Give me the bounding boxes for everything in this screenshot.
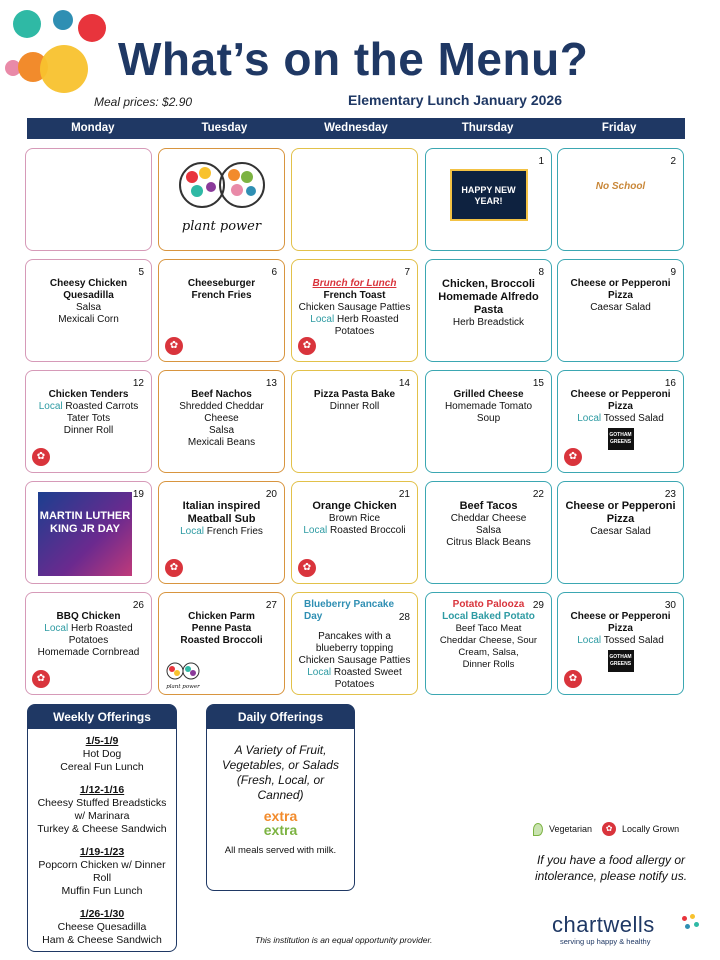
menu-item-text: Roasted Carrots <box>62 401 139 412</box>
extra-extra-logo <box>207 809 354 837</box>
theme-label: Blueberry Pancake Day <box>304 599 395 622</box>
chartwells-logo: chartwells <box>552 912 655 937</box>
menu-item <box>296 667 413 679</box>
day-tuesday: Tuesday <box>201 122 248 134</box>
day-number: 12 <box>132 378 144 389</box>
day-cell-29 <box>425 592 552 695</box>
menu-item: Beef Taco Meat <box>455 623 522 634</box>
menu-item <box>562 413 679 425</box>
menu-item: Beef Nachos <box>191 389 252 400</box>
menu-item: Salsa <box>208 425 234 436</box>
day-wednesday: Wednesday <box>324 122 388 134</box>
chartwells-dots-icon <box>680 914 700 934</box>
locally-grown-icon: ✿ <box>564 448 582 466</box>
day-number: 2 <box>670 156 676 167</box>
legend <box>533 822 679 836</box>
day-number: 7 <box>404 267 410 278</box>
menu-item: Cheese <box>204 413 239 424</box>
day-cell-22 <box>425 481 552 584</box>
menu-item: Homemade Alfredo <box>438 291 539 303</box>
daily-line: (Fresh, Local, or <box>236 773 325 787</box>
day-number: 19 <box>132 489 144 500</box>
menu-item: BBQ Chicken <box>56 611 121 622</box>
chartwells-tagline: serving up happy & healthy <box>560 937 651 946</box>
weekly-group <box>28 735 176 774</box>
decorative-dots <box>0 0 110 100</box>
day-cell-9 <box>557 259 684 362</box>
menu-item: Mexicali Corn <box>58 314 119 325</box>
menu-item: Salsa <box>475 525 501 536</box>
week-range: 1/5-1/9 <box>85 735 119 747</box>
weekly-group <box>28 784 176 836</box>
weekly-item: Muffin Fun Lunch <box>61 885 143 897</box>
day-number: 6 <box>271 267 277 278</box>
plant-power-mini-icon <box>166 662 200 680</box>
menu-item: Quesadilla <box>63 290 114 301</box>
menu-item-text: Herb Roasted <box>68 623 133 634</box>
weekly-offerings-title: Weekly Offerings <box>28 705 176 729</box>
legend-vegetarian: Vegetarian <box>549 824 593 834</box>
locally-grown-icon: ✿ <box>298 337 316 355</box>
day-number: 22 <box>532 489 544 500</box>
day-number: 8 <box>538 267 544 278</box>
extra-logo-line: extra <box>263 808 298 824</box>
menu-item: Mexicali Beans <box>187 437 256 448</box>
milk-note: All meals served with milk. <box>224 845 337 856</box>
local-label: Local <box>307 667 332 678</box>
local-label: Local <box>303 525 328 536</box>
menu-item: Chicken Parm <box>188 611 255 622</box>
day-cell-23 <box>557 481 684 584</box>
menu-item-text: French Fries <box>204 526 263 537</box>
weekly-group <box>28 846 176 898</box>
week-range: 1/19-1/23 <box>79 846 125 858</box>
weekly-item: Hot Dog <box>82 748 122 760</box>
menu-item: Citrus Black Beans <box>446 537 531 548</box>
menu-item: Dinner Roll <box>329 401 380 412</box>
day-cell-plant-power <box>158 148 285 251</box>
day-thursday: Thursday <box>461 122 514 134</box>
day-cell-27 <box>158 592 285 695</box>
day-cell-15 <box>425 370 552 473</box>
menu-item: Pizza Pasta Bake <box>313 389 396 400</box>
menu-item: Beef Tacos <box>459 500 518 512</box>
menu-item: Cheesy Chicken <box>49 278 128 289</box>
equal-opportunity-note: This institution is an equal opportunity provider. <box>255 935 433 945</box>
locally-grown-icon: ✿ <box>564 670 582 688</box>
menu-item: Local Baked Potato <box>442 611 535 622</box>
menu-item: Pizza <box>606 513 635 525</box>
day-number: 26 <box>132 600 144 611</box>
menu-item <box>296 314 413 326</box>
weekly-item: Cheese Quesadilla <box>57 921 147 933</box>
weekly-item: Cereal Fun Lunch <box>60 761 144 773</box>
day-number: 1 <box>538 156 544 167</box>
day-cell-26 <box>25 592 152 695</box>
locally-grown-icon: ✿ <box>165 337 183 355</box>
menu-item: Orange Chicken <box>312 500 397 512</box>
page-title: What’s on the Menu? <box>118 33 589 85</box>
menu-item: Potatoes <box>68 635 109 646</box>
menu-item: Cheese or Pepperoni <box>570 389 671 400</box>
plant-power-logo-icon <box>177 157 267 217</box>
day-number: 28 <box>398 612 410 623</box>
day-cell-6 <box>158 259 285 362</box>
menu-item-text: Roasted Sweet <box>331 667 402 678</box>
menu-item: Cheese or Pepperoni <box>565 500 676 512</box>
menu-item: Meatball Sub <box>187 513 256 525</box>
week-range: 1/26-1/30 <box>79 908 125 920</box>
day-cell-empty <box>25 148 152 251</box>
menu-item <box>163 526 280 538</box>
week-range: 1/12-1/16 <box>79 784 125 796</box>
day-friday: Friday <box>601 122 637 134</box>
day-cell-30 <box>557 592 684 695</box>
daily-line: Vegetables, or Salads <box>222 758 339 772</box>
day-number: 15 <box>532 378 544 389</box>
menu-item: Pasta <box>473 304 504 316</box>
day-number: 29 <box>532 600 544 611</box>
day-cell-new-year <box>425 148 552 251</box>
day-cell-16 <box>557 370 684 473</box>
locally-grown-icon: ✿ <box>32 670 50 688</box>
weekly-item: Roll <box>92 872 112 884</box>
weekday-header <box>27 118 685 139</box>
new-year-image: HAPPY NEW YEAR! <box>450 169 528 221</box>
menu-item: Dinner Roll <box>63 425 114 436</box>
menu-item: Homemade Cornbread <box>37 647 140 658</box>
menu-item: Chicken Sausage Patties <box>298 302 411 313</box>
menu-item <box>30 401 147 413</box>
weekly-group <box>28 908 176 947</box>
menu-item: Chicken Sausage Patties <box>298 655 411 666</box>
menu-item: Dinner Rolls <box>462 659 515 670</box>
menu-item: Soup <box>476 413 501 424</box>
menu-item-text: Tossed Salad <box>601 413 664 424</box>
menu-item: French Toast <box>323 290 386 301</box>
day-cell-20 <box>158 481 285 584</box>
menu-item: Cheddar Cheese, Sour <box>439 635 538 646</box>
weekly-offerings-panel <box>27 704 177 952</box>
day-number: 23 <box>664 489 676 500</box>
day-cell-19 <box>25 481 152 584</box>
day-cell-no-school <box>557 148 684 251</box>
menu-item <box>296 525 413 537</box>
locally-grown-icon: ✿ <box>165 559 183 577</box>
menu-item: Grilled Cheese <box>453 389 524 400</box>
menu-item: Roasted Broccoli <box>180 635 263 646</box>
local-label: Local <box>38 401 63 412</box>
day-cell-21 <box>291 481 418 584</box>
locally-grown-icon: ✿ <box>602 822 616 836</box>
day-cell-13 <box>158 370 285 473</box>
meal-prices: Meal prices: $2.90 <box>94 95 193 109</box>
day-number: 27 <box>265 600 277 611</box>
daily-offerings-panel <box>206 704 355 891</box>
plant-power-mini-logo <box>165 662 201 690</box>
day-number: 30 <box>664 600 676 611</box>
day-number: 9 <box>670 267 676 278</box>
menu-item: Cheese or Pepperoni <box>570 278 671 289</box>
day-number: 14 <box>398 378 410 389</box>
allergy-notice: If you have a food allergy or intolerance, please notify us. <box>534 853 688 883</box>
weekly-item: Turkey & Cheese Sandwich <box>37 823 167 835</box>
theme-label: Potato Palooza <box>452 599 525 610</box>
no-school-text: No School <box>595 181 646 192</box>
gotham-greens-logo: GOTHAM GREENS <box>608 650 634 672</box>
day-number: 5 <box>138 267 144 278</box>
menu-item: Penne Pasta <box>191 623 252 634</box>
daily-line: A Variety of Fruit, <box>234 743 327 757</box>
local-label: Local <box>577 635 602 646</box>
day-monday: Monday <box>71 122 115 134</box>
day-number: 13 <box>265 378 277 389</box>
menu-item-text: Roasted Broccoli <box>327 525 406 536</box>
day-number: 21 <box>398 489 410 500</box>
day-cell-empty <box>291 148 418 251</box>
menu-item: Caesar Salad <box>590 526 651 537</box>
menu-item: blueberry topping <box>315 643 394 654</box>
menu-item: Caesar Salad <box>590 302 651 313</box>
menu-item: Brown Rice <box>328 513 381 524</box>
day-cell-28 <box>291 592 418 695</box>
plant-power-mini-text: plant power <box>166 684 200 690</box>
menu-item: Pizza <box>607 401 633 412</box>
menu-item: French Fries <box>191 290 252 301</box>
menu-item: Homemade Tomato <box>444 401 533 412</box>
day-cell-5 <box>25 259 152 362</box>
weekly-item: Popcorn Chicken w/ Dinner <box>38 859 166 871</box>
local-label: Local <box>44 623 69 634</box>
weekly-item: Cheesy Stuffed Breadsticks <box>37 797 167 809</box>
day-cell-14 <box>291 370 418 473</box>
day-cell-7 <box>291 259 418 362</box>
menu-item: Tater Tots <box>66 413 111 424</box>
day-number: 16 <box>664 378 676 389</box>
menu-item-text: Herb Roasted <box>334 314 399 325</box>
legend-locally-grown: Locally Grown <box>622 824 680 834</box>
weekly-item: w/ Marinara <box>74 810 130 822</box>
menu-item <box>30 623 147 635</box>
gotham-greens-logo: GOTHAM GREENS <box>608 428 634 450</box>
day-cell-12 <box>25 370 152 473</box>
local-label: Local <box>180 526 204 537</box>
vegetarian-icon <box>533 823 543 836</box>
menu-item: Cheeseburger <box>187 278 256 289</box>
menu-item: Chicken Tenders <box>48 389 129 400</box>
menu-item: Pizza <box>607 290 633 301</box>
menu-item: Herb Breadstick <box>452 317 525 328</box>
menu-item: Pancakes with a <box>318 631 391 642</box>
locally-grown-icon: ✿ <box>32 448 50 466</box>
local-label: Local <box>577 413 602 424</box>
menu-item: Cream, Salsa, <box>458 647 519 658</box>
plant-power-text: plant power <box>181 219 262 234</box>
day-cell-8 <box>425 259 552 362</box>
menu-item: Potatoes <box>334 326 375 337</box>
menu-item: Cheddar Cheese <box>450 513 527 524</box>
daily-offerings-title: Daily Offerings <box>207 705 354 729</box>
menu-subtitle: Elementary Lunch January 2026 <box>348 92 562 108</box>
menu-item: Cheese or Pepperoni <box>570 611 671 622</box>
theme-label: Brunch for Lunch <box>312 278 397 289</box>
day-number: 20 <box>265 489 277 500</box>
menu-item: Potatoes <box>334 679 375 690</box>
menu-item-text: Tossed Salad <box>601 635 664 646</box>
menu-item: Pizza <box>607 623 633 634</box>
daily-offerings-text <box>207 743 354 803</box>
weekly-item: Ham & Cheese Sandwich <box>42 934 162 946</box>
local-label: Local <box>310 314 335 325</box>
daily-line: Canned) <box>257 788 304 802</box>
menu-item: Salsa <box>75 302 101 313</box>
extra-logo-line: extra <box>263 822 298 838</box>
locally-grown-icon: ✿ <box>298 559 316 577</box>
menu-item: Italian inspired <box>182 500 261 512</box>
menu-item: Chicken, Broccoli <box>442 278 535 290</box>
mlk-day-image: MARTIN LUTHER KING JR DAY <box>38 492 132 576</box>
menu-item <box>562 635 679 647</box>
menu-item: Shredded Cheddar <box>179 401 264 412</box>
